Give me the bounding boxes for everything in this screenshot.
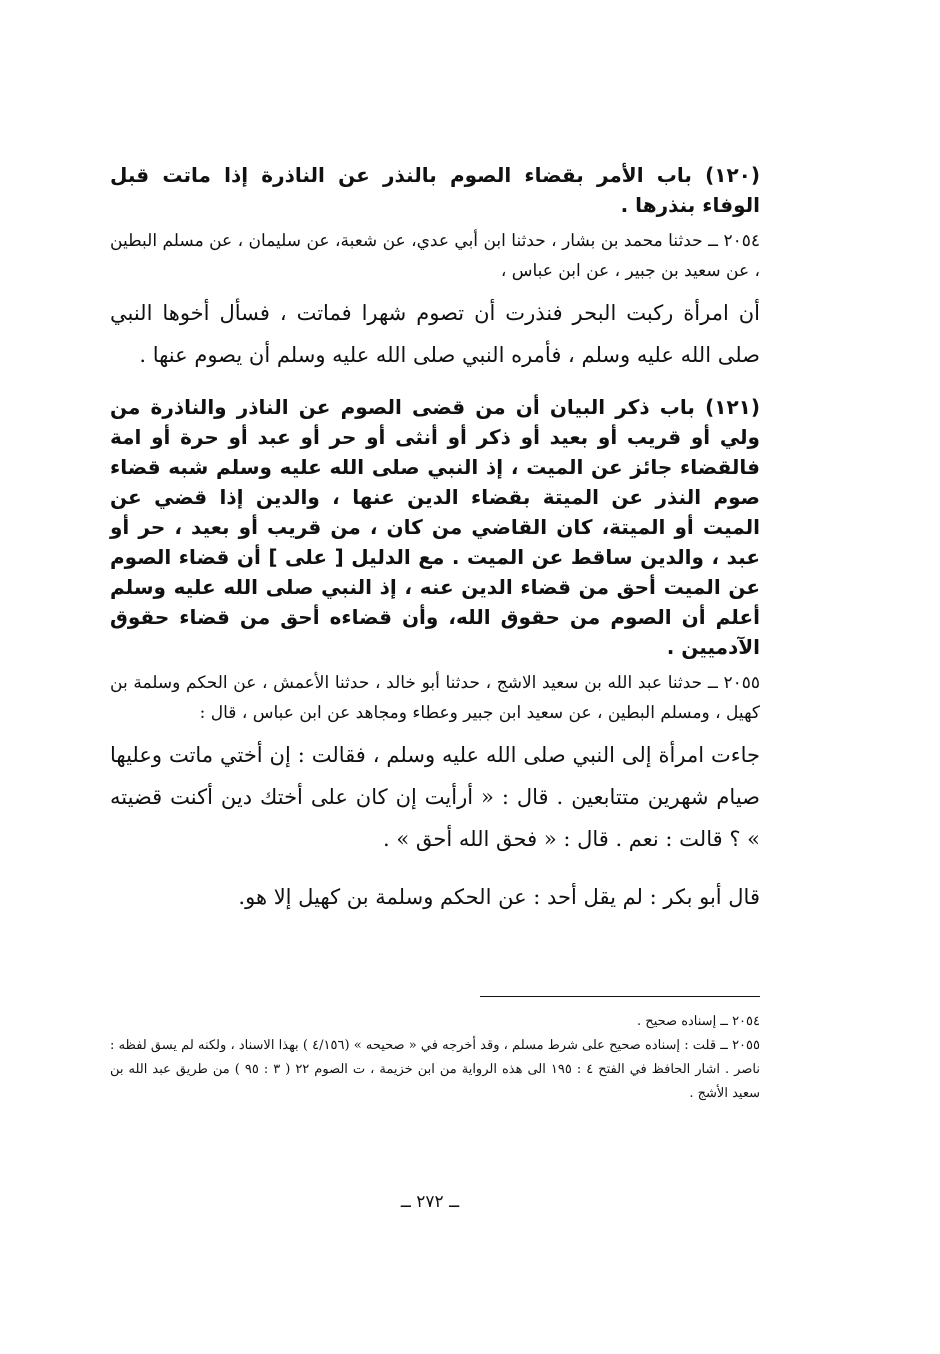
hadith-2055-chain: ٢٠٥٥ ــ حدثنا عبد الله بن سعيد الاشج ، حدثنا أبو خالد ، حدثنا الأعمش ، عن الحكم وسلمة بن كهيل ، ومسلم البطين ، عن سعيد ابن جبير وعطاء ومجاهد عن ابن عباس ، قال : <box>110 673 760 723</box>
footnote-2054: ٢٠٥٤ ــ إسناده صحيح . <box>637 1014 760 1029</box>
hadith-2054-chain: ٢٠٥٤ ــ حدثنا محمد بن بشار ، حدثنا ابن أبي عدي، عن شعبة، عن سليمان ، عن مسلم البطين ، عن سعيد بن جبير ، عن ابن عباس ، <box>110 231 760 281</box>
hadith-2054-text: أن امرأة ركبت البحر فنذرت أن تصوم شهرا فماتت ، فسأل أخوها النبي صلى الله عليه وسلم ، فأمره النبي صلى الله عليه وسلم أن يصوم عنها . <box>110 301 760 367</box>
chapter-120-heading: (١٢٠) باب الأمر بقضاء الصوم بالنذر عن الناذرة إذا ماتت قبل الوفاء بنذرها . <box>110 163 760 217</box>
chapter-121-heading: (١٢١) باب ذكر البيان أن من قضى الصوم عن الناذر والناذرة من ولي أو قريب أو بعيد أو ذكر أو أنثى أو حر أو عبد أو حرة أو امة فالقضاء جائز عن الميت ، إذ النبي صلى الله عليه وسلم شبه قضاء صوم النذر عن الميتة بقضاء الدين عنها ، والدين إذا قضي عن الميت أو الميتة، كان القاضي من كان ، من قريب أو بعيد ، حر أو عبد ، والدين ساقط عن الميت . مع الدليل [ على ] أن قضاء الصوم عن الميت أحق من قضاء الدين عنه ، إذ النبي صلى الله عليه وسلم أعلم أن الصوم من حقوق الله، وأن قضاءه أحق من قضاء حقوق الآدميين . <box>110 395 760 659</box>
footnote-divider <box>480 996 760 997</box>
hadith-2055-text: جاءت امرأة إلى النبي صلى الله عليه وسلم ، فقالت : إن أختي ماتت وعليها صيام شهرين متتابعين . قال : « أرأيت إن كان على أختك دين أكنت قضيته » ؟ قالت : نعم . قال : « فحق الله أحق » . <box>110 743 760 851</box>
page-number: ــ ٢٧٢ ــ <box>400 1192 460 1212</box>
footnote-2055: ٢٠٥٥ ــ قلت : إسناده صحيح على شرط مسلم ، وقد أخرجه في « صحيحه » (٤/١٥٦ ) بهذا الاسناد ، ولكنه لم يسق لفظه : ناصر . اشار الحافظ في الفتح ٤ : ١٩٥ الى هذه الرواية من ابن خزيمة ، ت الصوم ٢٢ ( ٣ : ٩٥ ) من طريق عبد الله بن سعيد الأشج . <box>110 1038 760 1101</box>
hadith-2055-note: قال أبو بكر : لم يقل أحد : عن الحكم وسلمة بن كهيل إلا هو. <box>238 885 760 909</box>
footnotes <box>110 1010 760 1106</box>
main-text <box>110 160 760 934</box>
